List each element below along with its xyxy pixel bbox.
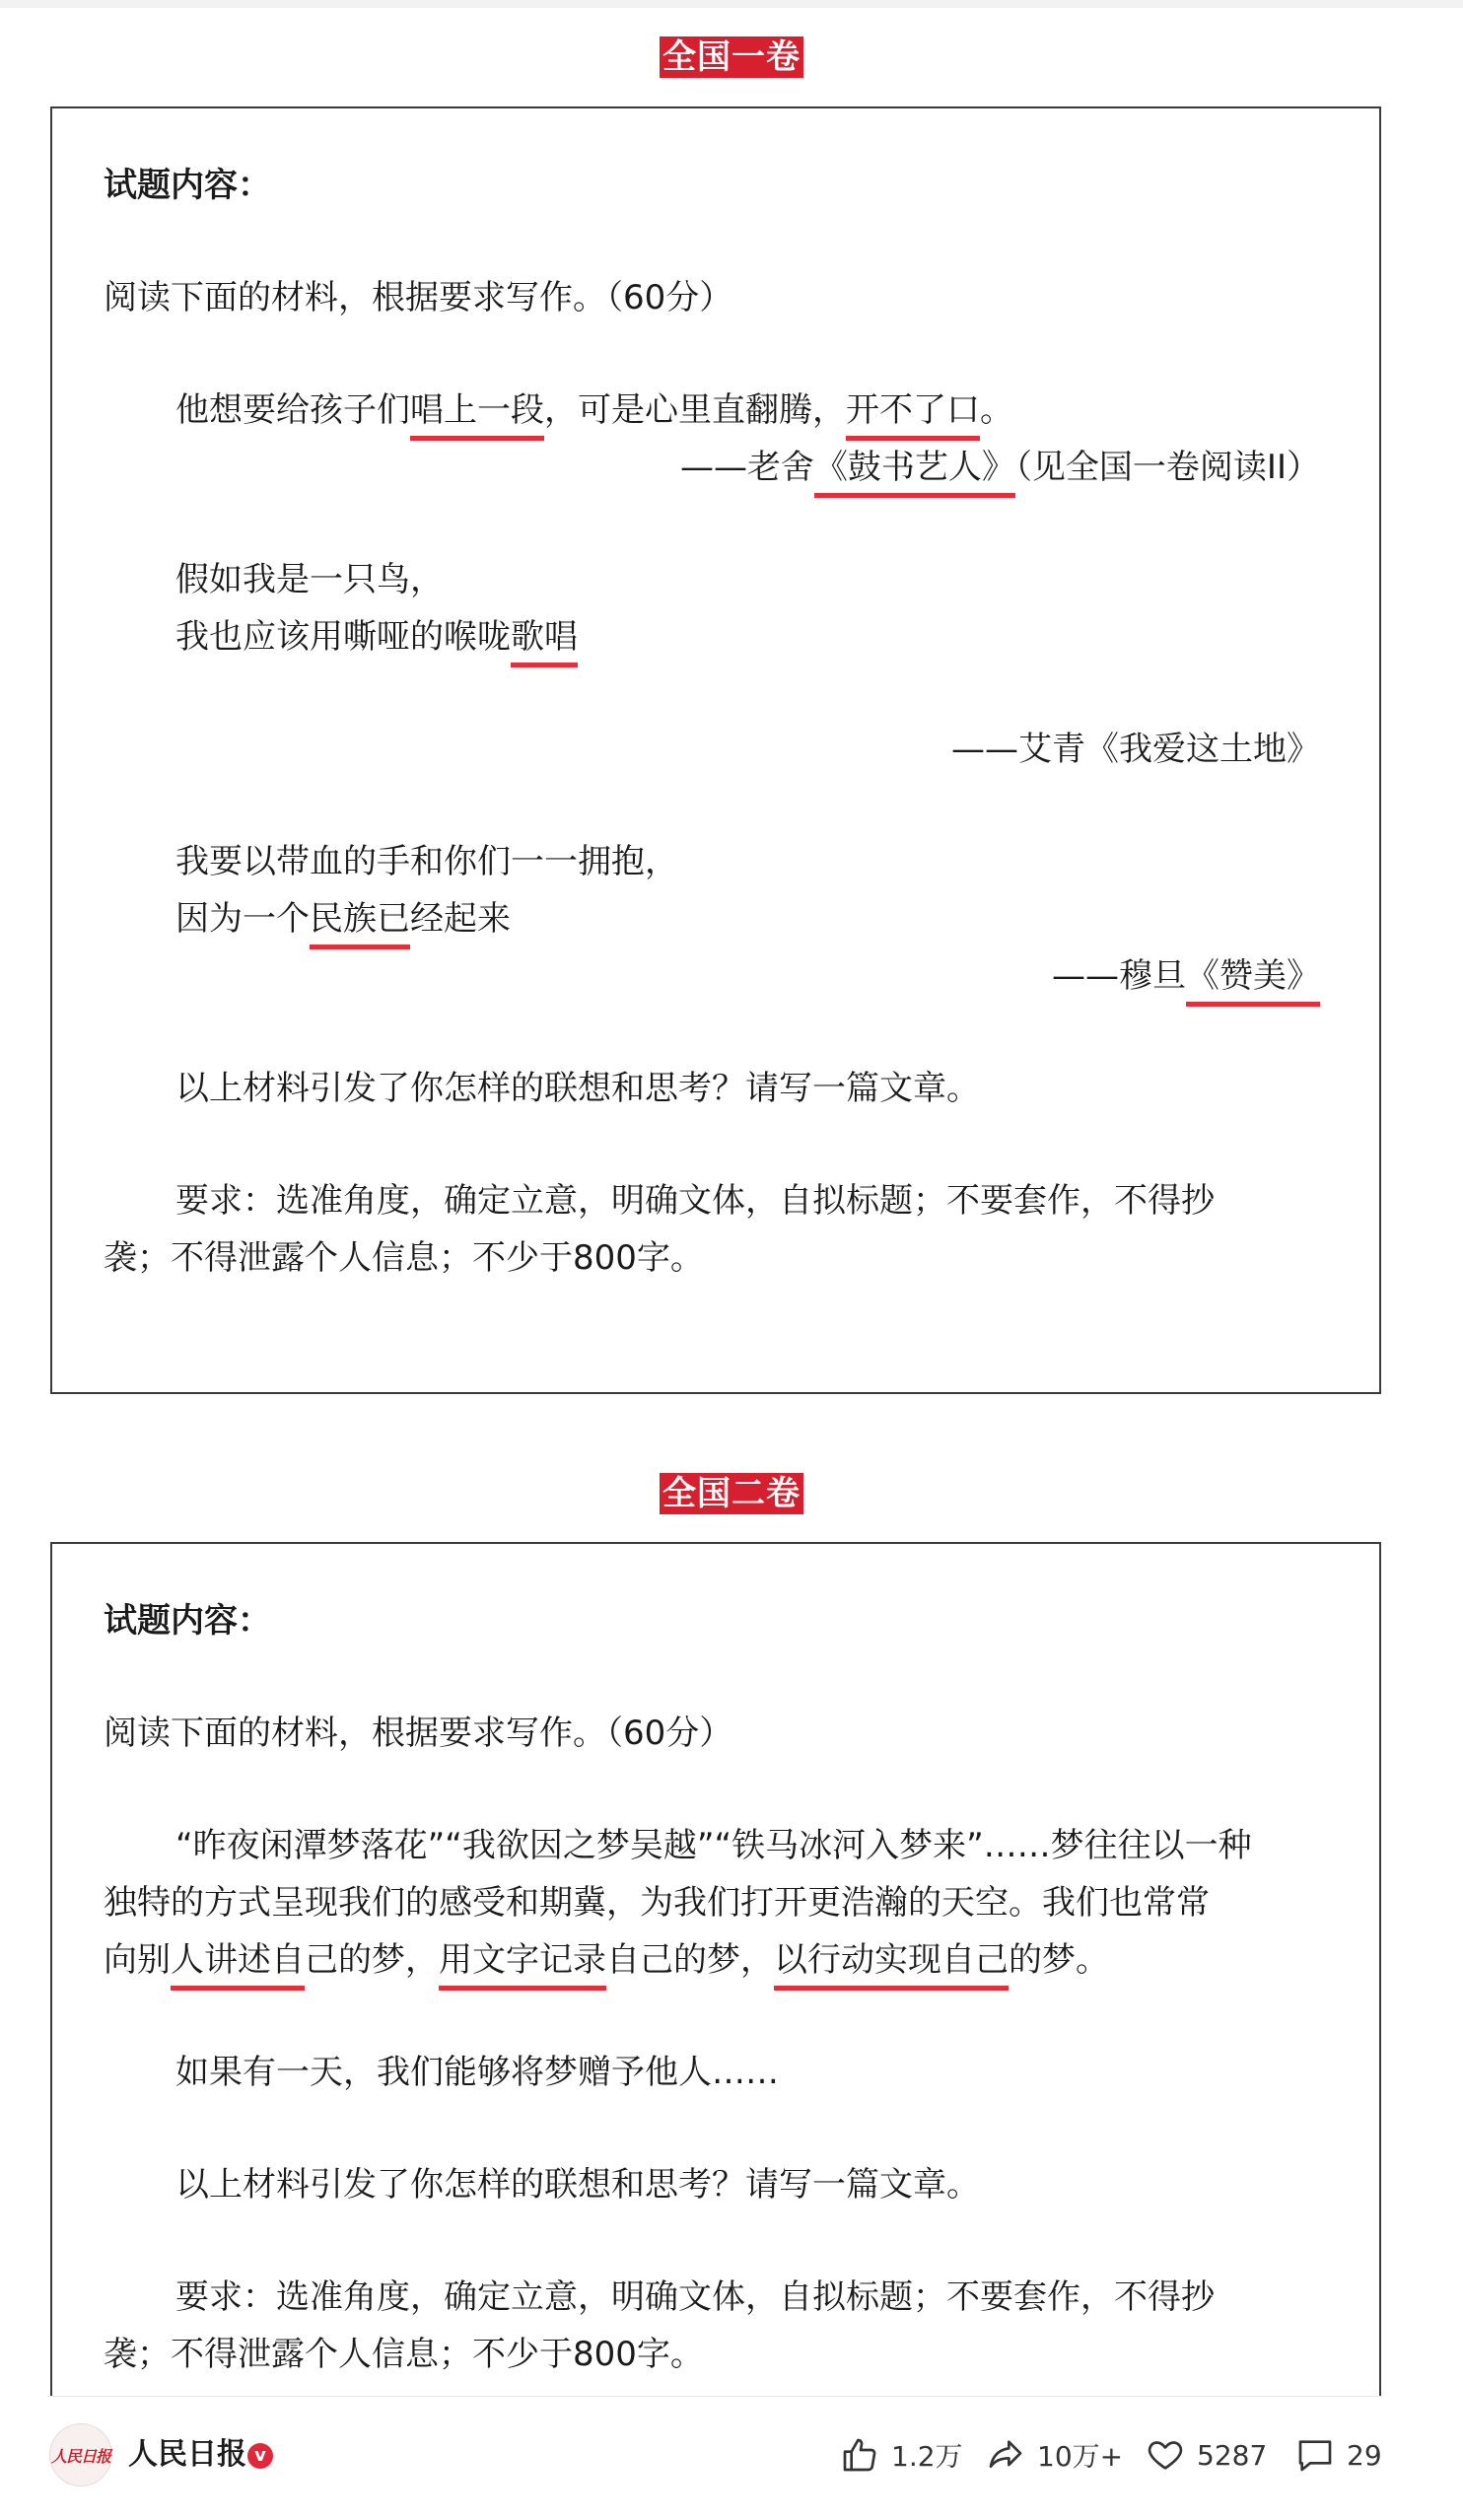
requirements-line2: 袭；不得泄露个人信息；不少于800字。 — [104, 2335, 704, 2374]
quote-mu-dan-line1: 我要以带血的手和你们一一拥抱， — [175, 842, 678, 881]
comment-icon — [1295, 2435, 1335, 2475]
top-strip — [0, 0, 1463, 8]
attribution-lao-she: ——老舍《鼓书艺人》（见全国一卷阅读II） — [680, 448, 1320, 487]
requirements-line2: 袭；不得泄露个人信息；不少于800字。 — [104, 1238, 704, 1278]
heading: 试题内容： — [104, 1601, 271, 1641]
section-title-1: 全国一卷 — [660, 36, 803, 78]
footer-bar — [0, 2396, 1463, 2520]
publisher-logo[interactable] — [49, 2423, 112, 2486]
footer-divider — [47, 2396, 1382, 2397]
paragraph-line2: 独特的方式呈现我们的感受和期冀，为我们打开更浩瀚的天空。我们也常常 — [104, 1883, 1210, 1923]
like-button[interactable] — [840, 2433, 963, 2477]
section-title-2: 全国二卷 — [660, 1473, 803, 1514]
prompt: 以上材料引发了你怎样的联想和思考？请写一篇文章。 — [175, 1069, 980, 1108]
like-count: 1.2万 — [891, 2440, 963, 2473]
share-button[interactable] — [986, 2433, 1123, 2477]
comment-button[interactable] — [1295, 2433, 1382, 2477]
publisher-name[interactable]: 人民日报 — [128, 2437, 246, 2472]
quote-ai-qing-line2: 我也应该用嘶哑的喉咙歌唱 — [175, 617, 578, 657]
instruction: 阅读下面的材料，根据要求写作。（60分） — [104, 278, 733, 317]
quote-mu-dan-line2: 因为一个民族已经起来 — [175, 899, 511, 939]
share-arrow-icon — [986, 2435, 1025, 2475]
attribution-ai-qing: ——艾青《我爱这土地》 — [951, 730, 1320, 769]
exam-box-1 — [50, 106, 1381, 1394]
favorite-button[interactable] — [1146, 2433, 1267, 2477]
verified-badge-icon: v — [247, 2443, 273, 2469]
thumbs-up-icon — [840, 2435, 879, 2475]
requirements-line1: 要求：选准角度，确定立意，明确文体，自拟标题；不要套作，不得抄 — [175, 1181, 1215, 1221]
requirements-line1: 要求：选准角度，确定立意，明确文体，自拟标题；不要套作，不得抄 — [175, 2277, 1215, 2317]
share-count: 10万+ — [1037, 2440, 1124, 2473]
heart-icon — [1146, 2435, 1185, 2475]
logo-text: 人民日报 — [50, 2446, 110, 2466]
attribution-mu-dan: ——穆旦《赞美》 — [1052, 956, 1320, 996]
quote-ai-qing-line1: 假如我是一只鸟， — [175, 560, 444, 599]
paragraph-line1: “昨夜闲潭梦落花”“我欲因之梦吴越”“铁马冰河入梦来”……梦往往以一种 — [175, 1826, 1252, 1865]
paragraph-line3: 向别人讲述自己的梦，用文字记录自己的梦，以行动实现自己的梦。 — [104, 1940, 1109, 1980]
heading: 试题内容： — [104, 166, 271, 205]
favorite-count: 5287 — [1197, 2438, 1268, 2472]
prompt: 以上材料引发了你怎样的联想和思考？请写一篇文章。 — [175, 2165, 980, 2205]
section-title-wrap-2 — [0, 1473, 1463, 1514]
comment-count: 29 — [1347, 2438, 1382, 2472]
section-title-wrap-1 — [0, 36, 1463, 78]
instruction: 阅读下面的材料，根据要求写作。（60分） — [104, 1714, 733, 1753]
quote-lao-she: 他想要给孩子们唱上一段，可是心里直翻腾，开不了口。 — [175, 390, 1013, 430]
paragraph-2: 如果有一天，我们能够将梦赠予他人…… — [175, 2053, 779, 2092]
exam-box-2 — [50, 1542, 1381, 2396]
